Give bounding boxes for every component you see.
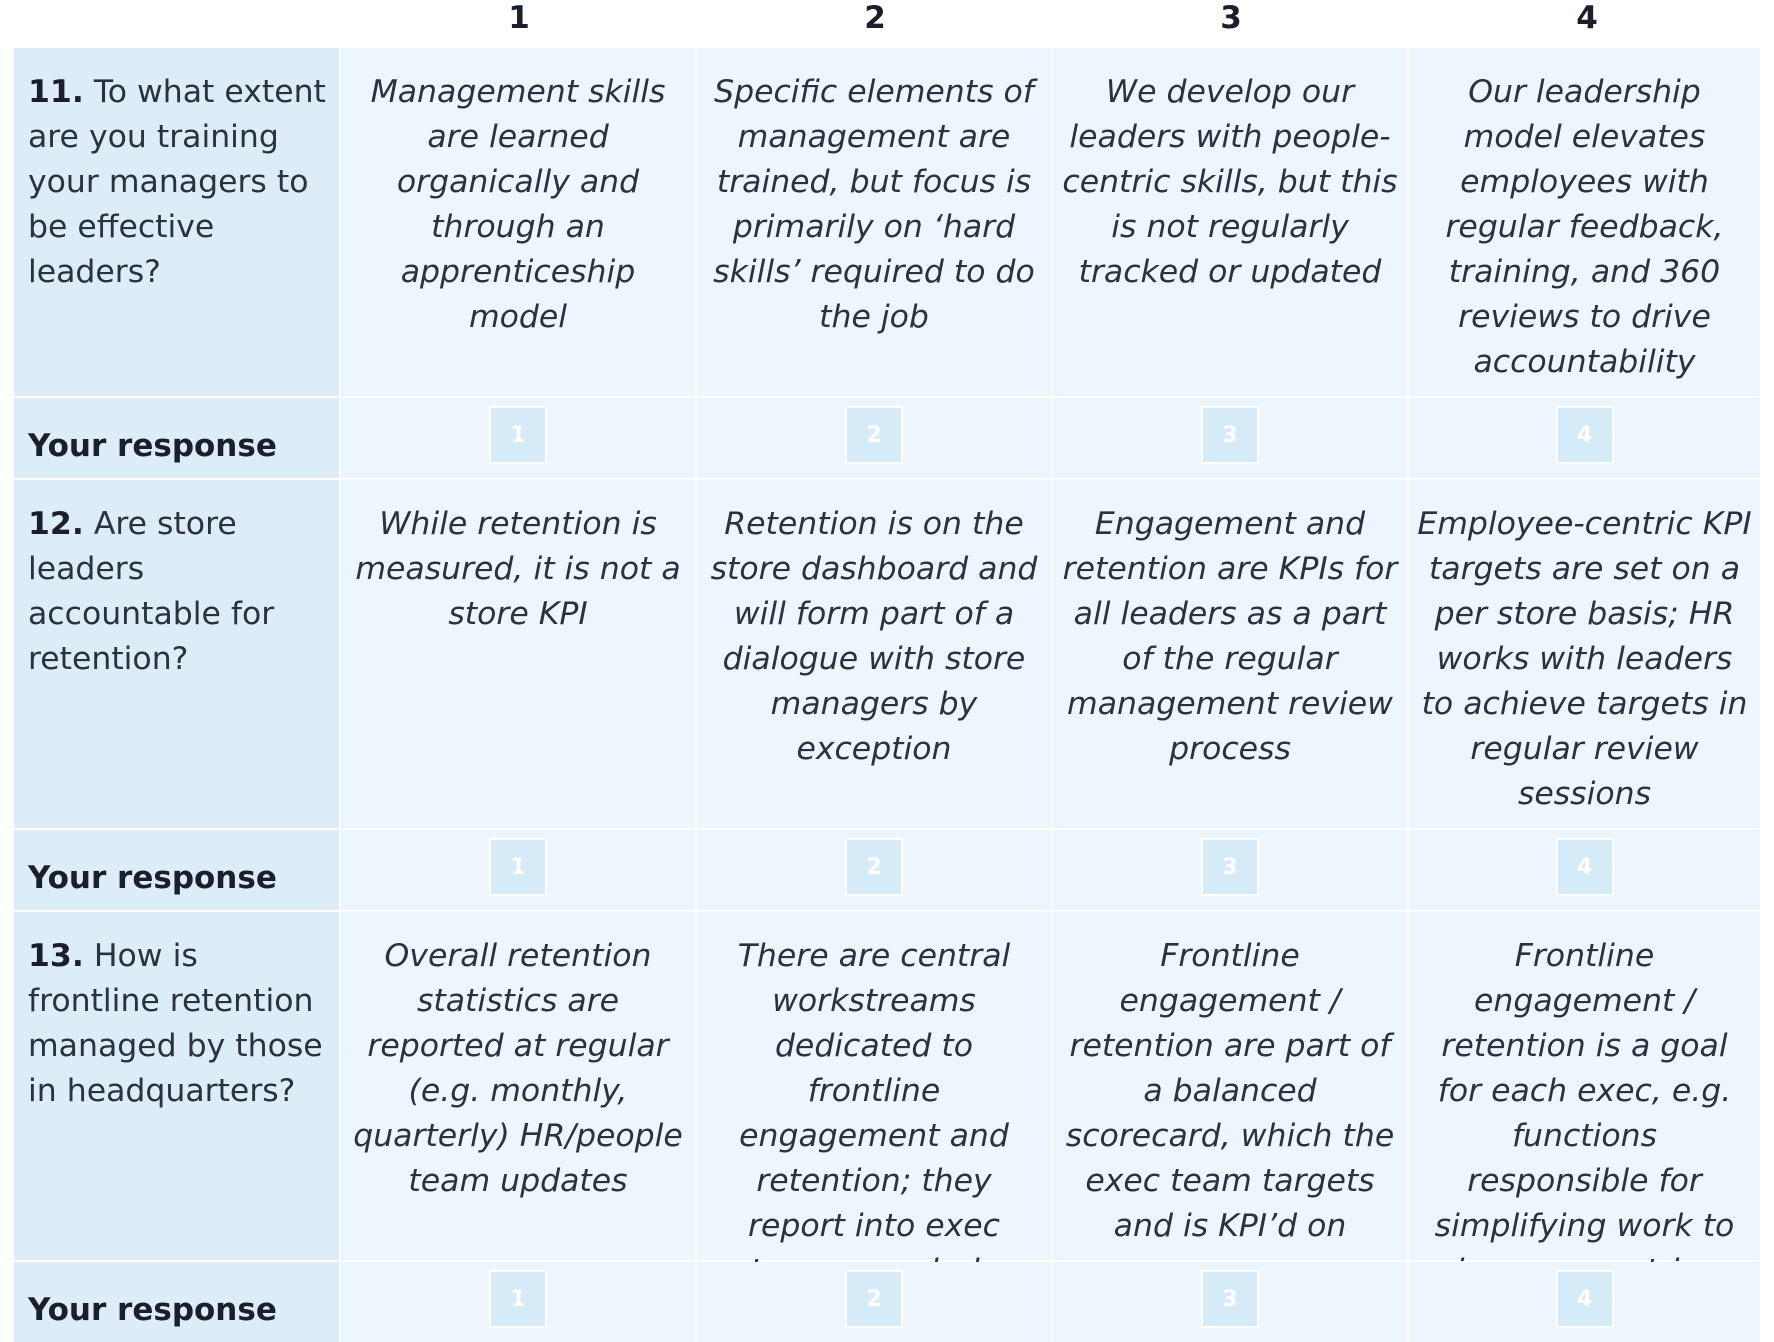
answer-cell: Overall retention statistics are reported at regular (e.g. monthly, quarterly) HR/people team updates bbox=[341, 912, 695, 1260]
response-cell bbox=[697, 1262, 1051, 1342]
answer-cell: Frontline engagement / retention is a goal for each exec, e.g. functions responsible for simplifying work to bbox=[1409, 912, 1760, 1260]
response-label: Your response bbox=[14, 830, 339, 910]
question-11-cell bbox=[14, 48, 339, 396]
response-cell bbox=[1409, 1262, 1760, 1342]
response-option-4[interactable]: 4 bbox=[1556, 406, 1614, 464]
column-header-row bbox=[0, 0, 1774, 48]
answer-cell: Employee-centric KPI targets are set on a per store basis; HR works with leaders to achieve targets in regular review sessions bbox=[1409, 480, 1760, 828]
column-header-4: 4 bbox=[1576, 0, 1598, 36]
question-12-cell bbox=[14, 480, 339, 828]
question-13-cell bbox=[14, 912, 339, 1260]
answer-cell: There are central workstreams dedicated to frontline engagement and retention; they report into exec bbox=[697, 912, 1051, 1260]
response-cell bbox=[1053, 1262, 1407, 1342]
response-cell bbox=[697, 830, 1051, 910]
response-cell bbox=[341, 1262, 695, 1342]
column-header-3: 3 bbox=[1220, 0, 1242, 36]
response-cell bbox=[1409, 830, 1760, 910]
response-option-1[interactable]: 1 bbox=[489, 406, 547, 464]
response-option-3[interactable]: 3 bbox=[1201, 838, 1259, 896]
response-label: Your response bbox=[14, 398, 339, 478]
response-cell bbox=[697, 398, 1051, 478]
response-option-1[interactable]: 1 bbox=[489, 1270, 547, 1328]
response-cell bbox=[1409, 398, 1760, 478]
response-option-4[interactable]: 4 bbox=[1556, 838, 1614, 896]
answer-cell: While retention is measured, it is not a store KPI bbox=[341, 480, 695, 828]
question-text: To what extent are you training your managers to be effective leaders? bbox=[28, 74, 326, 290]
column-header-2: 2 bbox=[864, 0, 886, 36]
response-option-2[interactable]: 2 bbox=[845, 1270, 903, 1328]
response-cell bbox=[1053, 398, 1407, 478]
response-cell bbox=[1053, 830, 1407, 910]
response-option-3[interactable]: 3 bbox=[1201, 406, 1259, 464]
response-option-3[interactable]: 3 bbox=[1201, 1270, 1259, 1328]
answer-cell: Our leadership model elevates employees with regular feedback, training, and 360 reviews to drive accountability bbox=[1409, 48, 1760, 396]
column-header-1: 1 bbox=[508, 0, 530, 36]
response-option-1[interactable]: 1 bbox=[489, 838, 547, 896]
question-number: 11. bbox=[28, 74, 84, 110]
response-label: Your response bbox=[14, 1262, 339, 1342]
question-number: 13. bbox=[28, 938, 84, 974]
answer-cell: Frontline engagement / retention are part of a balanced scorecard, which the exec team targets and is KPI’d on bbox=[1053, 912, 1407, 1260]
response-cell bbox=[341, 398, 695, 478]
answer-cell: Management skills are learned organically and through an apprenticeship model bbox=[341, 48, 695, 396]
response-option-4[interactable]: 4 bbox=[1556, 1270, 1614, 1328]
answer-cell: Retention is on the store dashboard and will form part of a dialogue with store managers by exception bbox=[697, 480, 1051, 828]
answer-cell: We develop our leaders with people-centric skills, but this is not regularly tracked or updated bbox=[1053, 48, 1407, 396]
answer-cell: Specific elements of management are trained, but focus is primarily on ‘hard skills’ required to do the job bbox=[697, 48, 1051, 396]
question-number: 12. bbox=[28, 506, 84, 542]
answer-cell: Engagement and retention are KPIs for all leaders as a part of the regular management review process bbox=[1053, 480, 1407, 828]
question-text: How is frontline retention managed by those in headquarters? bbox=[28, 938, 323, 1109]
response-option-2[interactable]: 2 bbox=[845, 406, 903, 464]
question-text: Are store leaders accountable for retention? bbox=[28, 506, 275, 677]
response-cell bbox=[341, 830, 695, 910]
response-option-2[interactable]: 2 bbox=[845, 838, 903, 896]
